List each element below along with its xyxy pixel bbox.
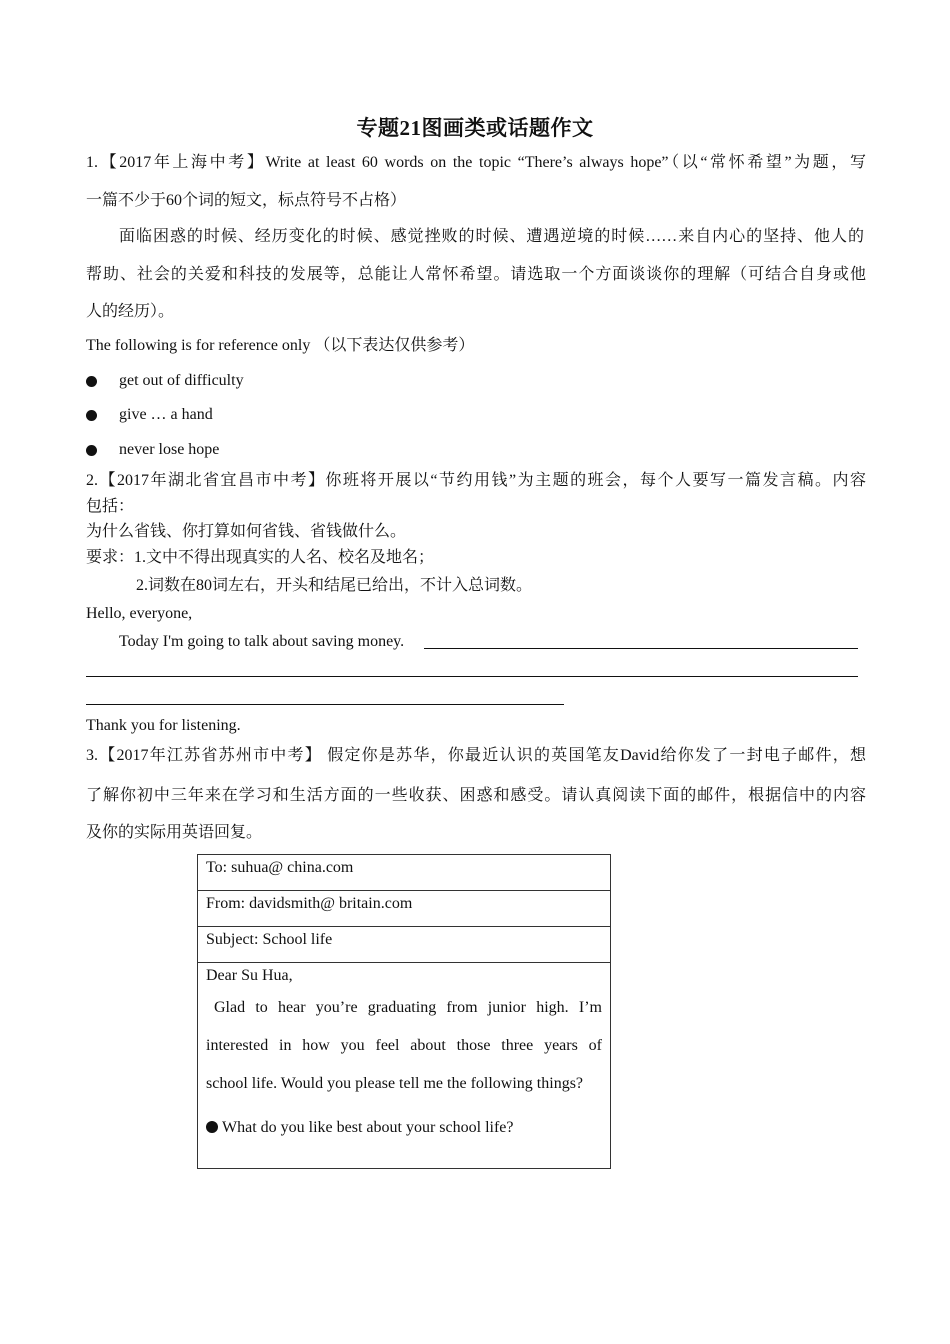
email-table	[197, 854, 611, 1169]
email-to: To: suhua@ china.com	[198, 855, 611, 891]
q2-requirement-1: 要求：1.文中不得出现真实的人名、校名及地名；	[86, 549, 435, 566]
email-bullet-item	[206, 1115, 602, 1141]
q3-prompt-line-1: 3.【2017年江苏省苏州市中考】 假定你是苏华，你最近认识的英国笔友David给你发了一封电子邮件，想	[86, 747, 866, 764]
answer-blank-line	[86, 676, 858, 677]
q1-prompt-line-1: 1.【2017年上海中考】Write at least 60 words on the topic “There’s always hope”（以“常怀希望”为题，写	[86, 154, 866, 171]
q2-closing: Thank you for listening.	[86, 717, 241, 734]
email-paragraph	[206, 989, 602, 1103]
email-salutation: Dear Su Hua,	[206, 967, 293, 984]
q1-bullet-2: give … a hand	[119, 406, 213, 423]
page-title: 专题21图画类或话题作文	[356, 116, 594, 140]
q1-paragraph-line-3: 人的经历）。	[86, 303, 175, 320]
email-from: From: davidsmith@ britain.com	[198, 891, 611, 927]
email-body-row-1: Glad to hear you’re graduating from junior high. I’m	[214, 999, 602, 1016]
q2-prompt-line-2: 包括：	[86, 498, 135, 515]
q3-prompt-line-2: 了解你初中三年来在学习和生活方面的一些收获、困惑和感受。请认真阅读下面的邮件，根据信中的内容	[86, 787, 866, 804]
q2-prompt-line-1: 2.【2017年湖北省宜昌市中考】你班将开展以“节约用钱”为主题的班会，每个人要写一篇发言稿。内容	[86, 472, 866, 489]
q1-paragraph-line-1: 面临困惑的时候、经历变化的时候、感觉挫败的时候、遭遇逆境的时候……来自内心的坚持、他人的	[119, 228, 864, 245]
q1-paragraph-line-2: 帮助、社会的关爱和科技的发展等，总能让人常怀希望。请选取一个方面谈谈你的理解（可结合自身或他	[86, 266, 866, 283]
bullet-icon	[86, 376, 97, 387]
q2-opening: Today I'm going to talk about saving money.	[119, 633, 405, 650]
answer-blank-line	[424, 648, 858, 649]
email-body-row-2: interested in how you feel about those three years of	[206, 1037, 602, 1054]
bullet-icon	[206, 1121, 218, 1133]
q2-requirement-2: 2.词数在80词左右，开头和结尾已给出，不计入总词数。	[136, 577, 533, 594]
q1-reference-note: The following is for reference only （以下表达仅供参考）	[86, 337, 475, 354]
q2-content: 为什么省钱、你打算如何省钱、省钱做什么。	[86, 523, 407, 540]
q1-bullet-3: never lose hope	[119, 441, 220, 458]
q3-prompt-line-3: 及你的实际用英语回复。	[86, 824, 263, 841]
email-bullet-text: What do you like best about your school life?	[222, 1119, 514, 1136]
bullet-icon	[86, 445, 97, 456]
q2-greeting: Hello, everyone,	[86, 605, 193, 622]
email-body	[198, 963, 611, 1169]
answer-blank-line	[86, 704, 564, 705]
email-body-row-3: school life. Would you please tell me the following things?	[206, 1075, 584, 1092]
email-subject: Subject: School life	[198, 927, 611, 963]
bullet-icon	[86, 410, 97, 421]
q1-prompt-line-2: 一篇不少于60个词的短文，标点符号不占格）	[86, 192, 407, 209]
q1-bullet-1: get out of difficulty	[119, 372, 244, 389]
